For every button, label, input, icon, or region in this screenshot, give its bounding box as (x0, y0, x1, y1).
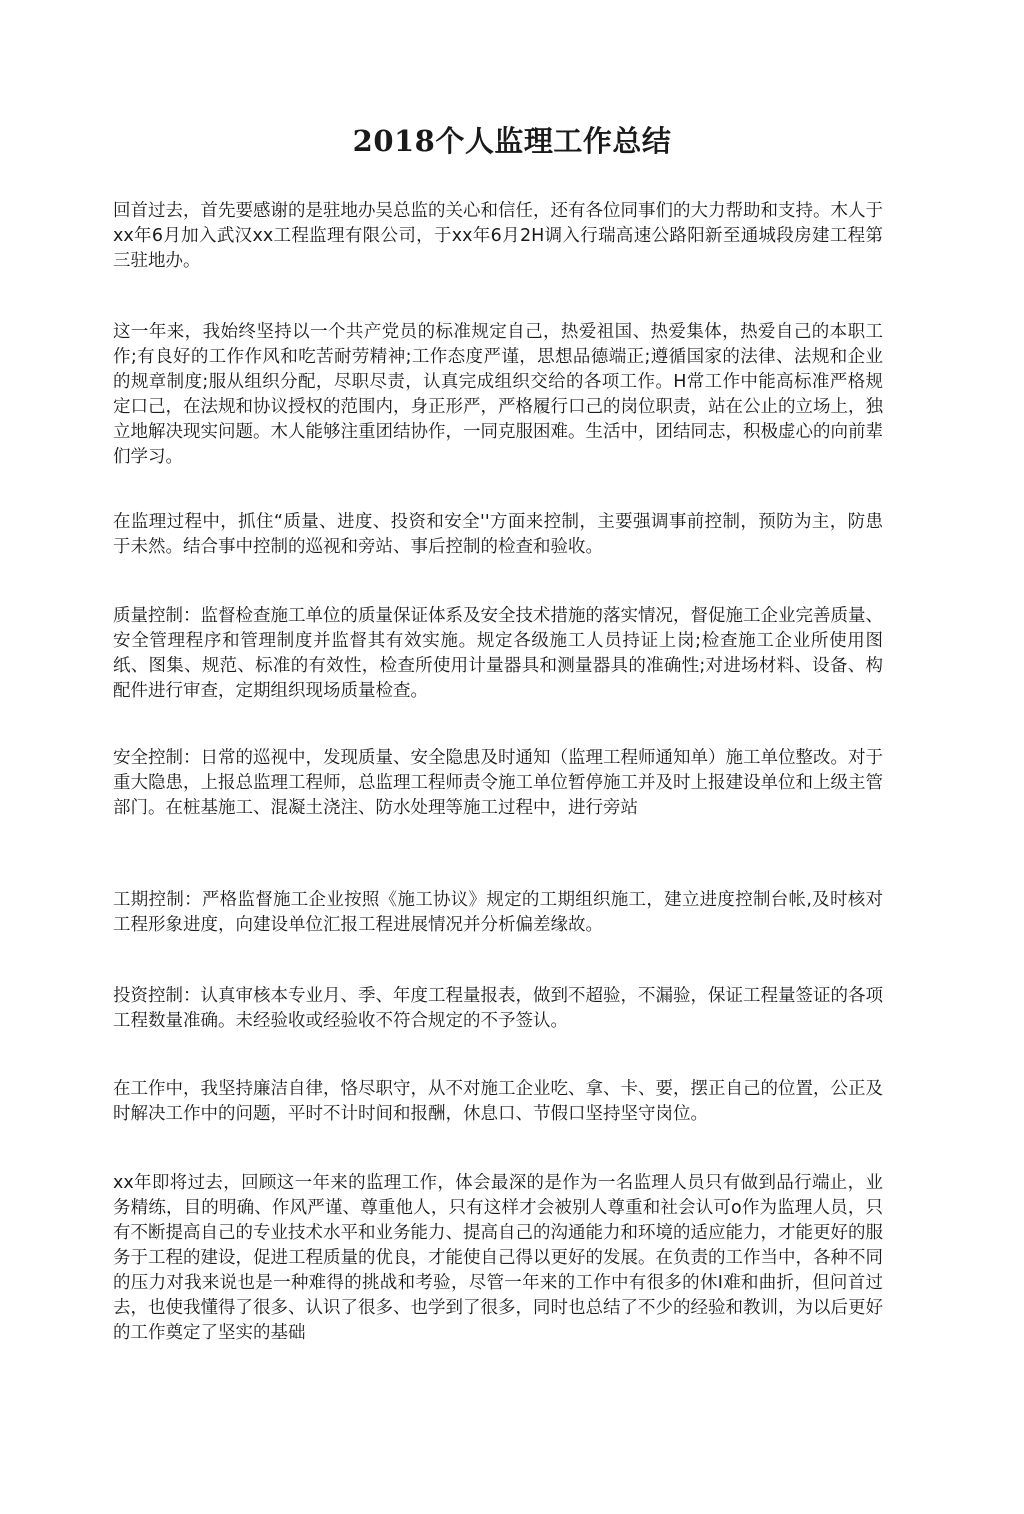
paragraph-schedule-control: 工期控制：严格监督施工企业按照《施工协议》规定的工期组织施工，建立进度控制台帐,及时核对工程形象进度，向建设单位汇报工程进展情况并分析偏差缘故。 (113, 890, 883, 935)
paragraph-integrity: 在工作中，我坚持廉洁自律，恪尽职守，从不对施工企业吃、拿、卡、要，摆正自己的位置，公正及时解决工作中的问题，平时不计时间和报酬，休息口、节假口坚持坚守岗位。 (113, 1079, 883, 1124)
paragraph-investment-control: 投资控制：认真审核本专业月、季、年度工程量报表，做到不超验，不漏验，保证工程量签证的各项工程数量准确。未经验收或经验收不符合规定的不予签认。 (113, 986, 883, 1031)
paragraph-supervision-process: 在监理过程中，抓住“质量、进度、投资和安全''方面来控制，主要强调事前控制，预防为主，防患于未然。结合事中控制的巡视和旁站、事后控制的检查和验收。 (113, 512, 883, 557)
paragraph-quality-control: 质量控制：监督检查施工单位的质量保证体系及安全技术措施的落实情况，督促施工企业完善质量、安全管理程序和管理制度并监督其有效实施。规定各级施工人员持证上岗;检查施工企业所使用图纸、图集、规范、标准的有效性，检查所使用计量器具和测量器具的准确性;对进场材料、设备、构配件进行审查，定期组织现场质量检查。 (113, 606, 883, 701)
paragraph-attitude: 这一年来，我始终坚持以一个共产党员的标准规定自己，热爱祖国、热爱集体，热爱自己的本职工作;有良好的工作作风和吃苦耐劳精神;工作态度严谨，思想品德端正;遵循国家的法律、法规和企业的规章制度;服从组织分配，尽职尽责，认真完成组织交给的各项工作。H常工作中能高标准严格规定口己，在法规和协议授权的范围内，身正形严，严格履行口己的岗位职责，站在公止的立场上，独立地解决现实问题。木人能够注重团结协作，一同克服困难。生活中，团结同志，积极虚心的向前辈们学习。 (113, 322, 883, 467)
paragraph-safety-control: 安全控制：日常的巡视中，发现质量、安全隐患及时通知（监理工程师通知单）施工单位整改。对于重大隐患，上报总监理工程师，总监理工程师责令施工单位暂停施工并及时上报建设单位和上级主管部门。在桩基施工、混凝土浇注、防水处理等施工过程中，进行旁站 (113, 748, 883, 818)
paragraph-conclusion: xx年即将过去，回顾这一年来的监理工作，体会最深的是作为一名监理人员只有做到品行端止，业务精练，目的明确、作风严谨、尊重他人，只有这样才会被别人尊重和社会认可o作为监理人员，只有不断提高自己的专业技术水平和业务能力、提高自己的沟通能力和环境的适应能力，才能更好的服务于工程的建设，促进工程质量的优良，才能使自己得以更好的发展。在负责的工作当中，各种不同的压力对我来说也是一种难得的挑战和考验，尽管一年来的工作中有很多的休I难和曲折，但问首过去，也使我懂得了很多、认识了很多、也学到了很多，同时也总结了不少的经验和教训，为以后更好的工作奠定了坚实的基础 (113, 1173, 883, 1343)
paragraph-intro: 回首过去，首先要感谢的是驻地办吴总监的关心和信任，还有各位同事们的大力帮助和支持。木人于xx年6月加入武汉xx工程监理有限公司，于xx年6月2H调入行瑞高速公路阳新至通城段房建工程第三驻地办。 (113, 201, 883, 271)
page-title: 2018个人监理工作总结 (352, 124, 672, 159)
